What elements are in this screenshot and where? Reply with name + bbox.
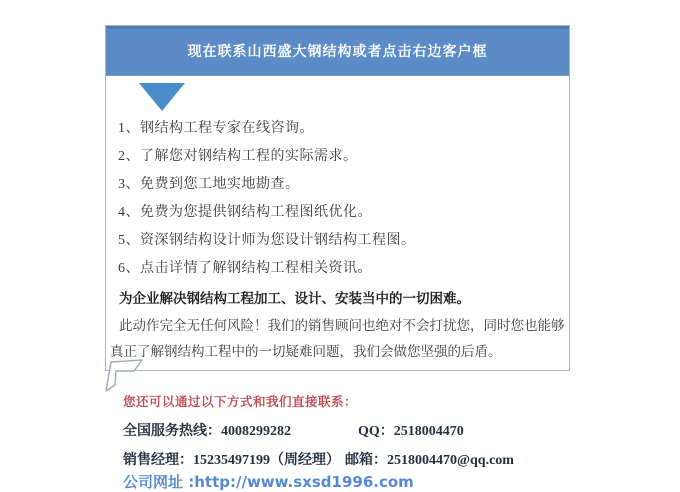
contact-heading: 您还可以通过以下方式和我们直接联系： [123,395,358,409]
list-item: 1、钢结构工程专家在线咨询。 [118,121,314,136]
hotline-row [123,423,593,441]
corner-flag-icon [103,358,145,394]
website-label: 公司网址 : [123,473,195,491]
manager-label: 销售经理： [123,453,193,468]
panel-body [106,111,569,365]
qq-group [358,423,464,441]
hotline-group [123,423,358,441]
body-paragraph: 此动作完全无任何风险！我们的销售顾问也绝对不会打扰您，同时您也能够真正了解钢结构工程中的一切疑难问题，我们会做您坚强的后盾。 [110,318,565,359]
list-item: 3、免费到您工地实地勘查。 [118,177,300,192]
emphasis-paragraph: 为企业解决钢结构工程加工、设计、安装当中的一切困难。 [119,291,470,306]
qq-value: 2518004470 [393,424,464,439]
manager-group [123,452,345,470]
panel-header [106,26,569,76]
manager-row [123,452,593,470]
list-item: 6、点击详情了解钢结构工程相关资讯。 [118,261,372,276]
list-item: 5、资深钢结构设计师为您设计钢结构工程图。 [118,233,416,248]
contact-section [123,393,593,492]
list-item: 4、免费为您提供钢结构工程图纸优化。 [118,205,372,220]
panel-title: 现在联系山西盛大钢结构或者点击右边客户框 [187,45,488,60]
hotline-label: 全国服务热线： [123,424,221,439]
email-value: 2518004470@qq.com [387,453,514,468]
email-label: 邮箱： [345,453,387,468]
website-row [123,472,593,492]
website-link[interactable]: http://www.sxsd1996.com [194,473,414,491]
qq-label: QQ： [358,424,394,439]
email-group [345,452,514,470]
manager-value: 15235497199（周经理） [193,453,340,468]
arrow-down-icon [139,83,185,111]
content-panel [105,25,570,371]
list-item: 2、了解您对钢结构工程的实际需求。 [118,149,358,164]
hotline-value: 4008299282 [221,424,291,439]
